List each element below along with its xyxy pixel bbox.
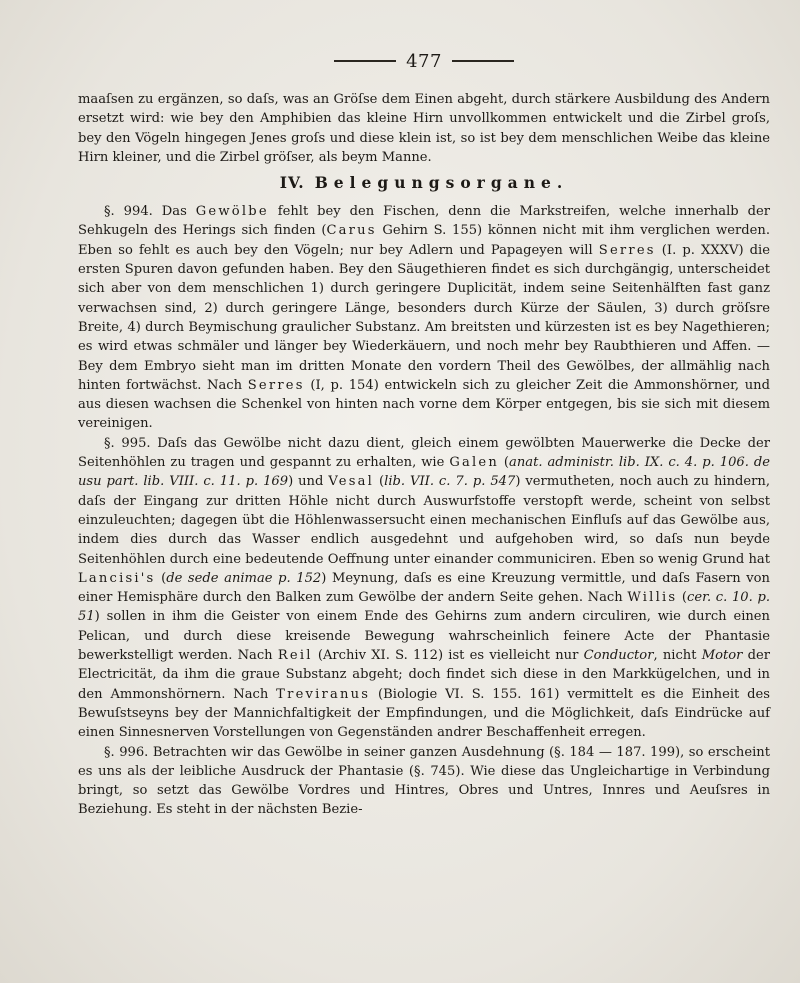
- citation: lib. VII. c. 7. p. 547: [384, 474, 516, 490]
- page-number: 477: [406, 50, 442, 72]
- author-name: Serres: [598, 242, 656, 258]
- paragraph-996: §. 996. Betrachten wir das Gewölbe in seiner ganzen Ausdehnung (§. 184 — 187. 199), so erscheint es uns als der leibliche Ausdruck der Phantasie (§. 745). Wie diese das Ungleichartige in Verbindung bringt, so setzt das Gewölbe Vordres und Hintres, Obres und Untres, Innres und Aeuſsres in Beziehung. Es steht in der nächsten Bezie-: [78, 744, 770, 818]
- author-name: Treviranus: [276, 686, 371, 702]
- author-name: Willis: [627, 590, 678, 606]
- paragraph-994: §. 994. Das Gewölbe fehlt bey den Fischen, denn die Markstreifen, welche innerhalb der Sehkugeln des Herings sich finden (Carus Gehirn S. 155) können nicht mit ihm verglichen werden. Eben so fehlt es auch bey den Vögeln; nur bey Adlern und Papageyen will Serres (I. p. XXXV) die ersten Spuren davon gefunden haben. Bey den Säugethieren findet es sich durchgängig, unterscheidet sich aber von dem menschlichen 1) durch geringere Duplicität, indem seine Seitenhälften fast ganz verwachsen sind, 2) durch geringere Länge, besonders durch Kürze der Säulen, 3) durch gröſsre Breite, 4) durch Beymischung graulicher Substanz. Am breitsten und kürzesten ist es bey Nagethieren; es wird etwas schmäler und länger bey Wiederkäuern, und noch mehr bey Raubthieren und Affen. — Bey dem Embryo sieht man im dritten Monate den vordern Theil des Gewölbes, der allmählig nach hinten fortwächst. Nach Serres (I, p. 154) entwickeln sich zu gleicher Zeit die Ammonshörner, und aus diesen wachsen die Schenkel von hinten nach vorne dem Körper entgegen, bis sie sich mit diesem vereinigen.: [78, 204, 771, 432]
- spaced-term: Gewölbe: [195, 204, 269, 220]
- author-name: Lancisi's: [78, 570, 156, 586]
- header-rule-right: [452, 60, 514, 62]
- author-name: Carus: [326, 223, 377, 239]
- section-heading: [78, 172, 770, 194]
- continuation-paragraph: maaſsen zu ergänzen, so daſs, was an Gröſse dem Einen abgeht, durch stärkere Ausbildung des Andern ersetzt wird: wie bey den Amphibien das kleine Hirn unvollkommen entwickelt und die Zirbel groſs, bey den Vögeln hingegen Jenes groſs und diese klein ist, so ist bey dem menschlichen Weibe das kleine Hirn kleiner, und die Zirbel gröſser, als beym Manne.: [78, 92, 770, 165]
- section-numeral: IV.: [279, 173, 305, 193]
- italic-term: Motor: [701, 648, 743, 664]
- author-name: Galen: [449, 455, 499, 471]
- paragraph-number: §. 995.: [104, 435, 151, 451]
- author-name: Reil: [277, 648, 313, 664]
- paragraph-995: §. 995. Daſs das Gewölbe nicht dazu dient, gleich einem gewölbten Mauerwerke die Decke der Seitenhöhlen zu tragen und gespannt zu erhalten, wie Galen (anat. administr. lib. IX. c. 4. p. 106. de usu part. lib. VIII. c. 11. p. 169) und Vesal (lib. VII. c. 7. p. 547) vermutheten, noch auch zu hindern, daſs der Eingang zur dritten Höhle nicht durch Auswurfstoffe verstopft werde, scheint von selbst einzuleuchten; dagegen übt die Höhlenwassersucht einen mechanischen Einfluſs auf das Gewölbe aus, indem dies durch das Wasser endlich ausgedehnt und aufgehoben wird, so daſs nun beyde Seitenhöhlen durch eine bedeutende Oeffnung unter einander communiciren. Eben so wenig Grund hat Lancisi's (de sede animae p. 152) Meynung, daſs es eine Kreuzung vermittle, und daſs Fasern von einer Hemisphäre durch den Balken zum Gewölbe der andern Seite gehen. Nach Willis (cer. c. 10. p. 51) sollen in ihm die Geister von einem Ende des Gehirns zum andern circuliren, wie durch einen Pelican, und durch diese kreisende Bewegung wahrscheinlich feinere Acte der Phantasie bewerkstelligt werden. Nach Reil (Archiv XI. S. 112) ist es vielleicht nur Conductor, nicht Motor der Electricität, da ihm die graue Substanz abgeht; doch findet sich diese in den Markkügelchen, und in den Ammonshörnern. Nach Treviranus (Biologie VI. S. 155. 161) vermittelt es die Einheit des Bewuſstseyns bey der Mannichfaltigkeit der Empfindungen, und die Möglichkeit, daſs Eindrücke auf einen Sinnesnerven Vorstellungen von Gegenständen andrer Beschaffenheit erregen.: [78, 435, 771, 741]
- italic-term: Conductor: [583, 648, 654, 664]
- citation: de sede animae p. 152: [166, 570, 322, 586]
- author-name: Serres: [247, 377, 305, 393]
- header-rule-left: [334, 60, 396, 62]
- author-name: Vesal: [328, 474, 375, 490]
- paragraph-number: §. 994.: [104, 204, 153, 220]
- citation: cer. c. 10. p. 51: [78, 590, 770, 625]
- citation: anat. administr. lib. IX. c. 4. p. 106. de usu part. lib. VIII. c. 11. p. 169: [78, 455, 770, 490]
- section-title: Belegungsorgane.: [314, 173, 569, 193]
- page-body: [78, 90, 770, 820]
- paragraph-number: §. 996.: [104, 744, 149, 760]
- page-header: [78, 44, 770, 78]
